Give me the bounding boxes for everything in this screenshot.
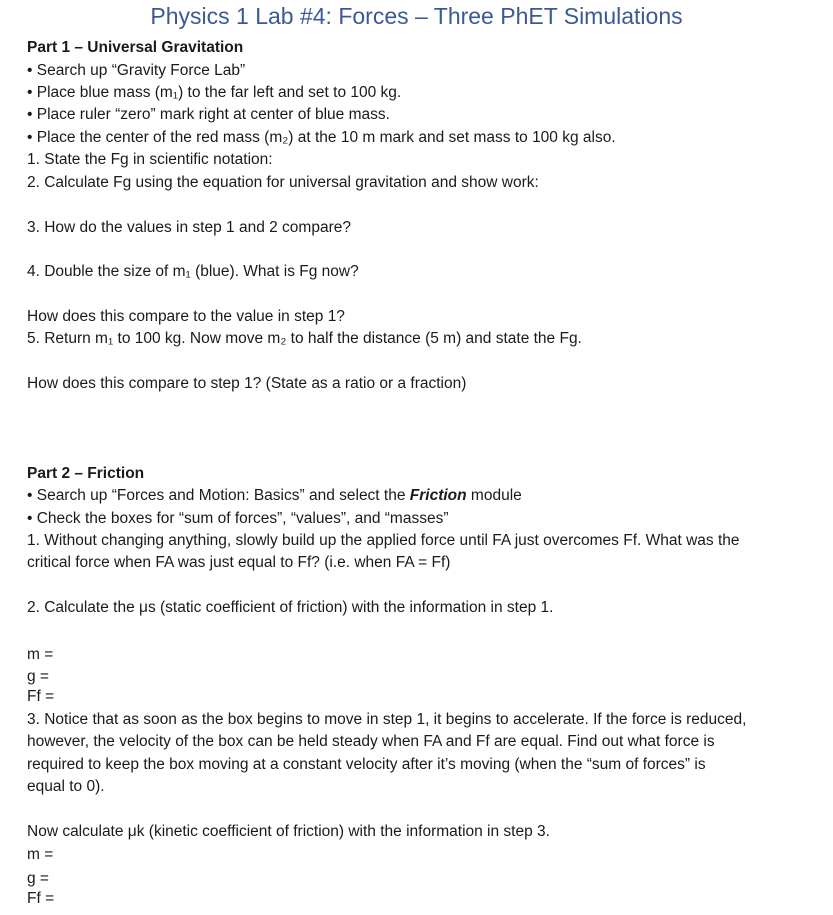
gravity-field-label: g = xyxy=(27,668,49,685)
mass-field-label-2: m = xyxy=(27,846,54,863)
part1-question-2: 2. Calculate Fg using the equation for universal gravitation and show work: xyxy=(27,174,539,191)
part2-question-3-line-3: required to keep the box moving at a constant velocity after it’s moving (when the “sum of forces” is xyxy=(27,756,706,773)
part1-bullet-3: • Place ruler “zero” mark right at center of blue mass. xyxy=(27,106,390,123)
page-title: Physics 1 Lab #4: Forces – Three PhET Simulations xyxy=(150,3,683,29)
part2-question-1-line-1: 1. Without changing anything, slowly build up the applied force until FA just overcomes Ff. What was the xyxy=(27,532,740,549)
part2-bullet-2: • Check the boxes for “sum of forces”, “values”, and “masses” xyxy=(27,510,449,527)
part2-bullet-1-pre: • Search up “Forces and Motion: Basics” and select the xyxy=(27,487,410,504)
gravity-field-label-2: g = xyxy=(27,870,49,887)
part2-bullet-1-emphasis: Friction xyxy=(409,487,467,504)
part1-question-4: 4. Double the size of m₁ (blue). What is Fg now? xyxy=(27,263,359,280)
part2-bullet-1-post: module xyxy=(466,487,522,504)
part1-question-5: 5. Return m₁ to 100 kg. Now move m₂ to half the distance (5 m) and state the Fg. xyxy=(27,330,582,347)
part1-heading: Part 1 – Universal Gravitation xyxy=(27,39,244,56)
part2-bullet-1 xyxy=(27,486,522,506)
part2-question-4: Now calculate μk (kinetic coefficient of friction) with the information in step 3. xyxy=(27,823,550,840)
part1-question-5b: How does this compare to step 1? (State as a ratio or a fraction) xyxy=(27,375,467,392)
part2-question-1-line-2: critical force when FA was just equal to Ff? (i.e. when FA = Ff) xyxy=(27,554,451,571)
part1-bullet-4: • Place the center of the red mass (m₂) at the 10 m mark and set mass to 100 kg also. xyxy=(27,129,616,146)
friction-force-field-label-2: Ff = xyxy=(27,890,55,907)
part1-bullet-1: • Search up “Gravity Force Lab” xyxy=(27,62,246,79)
part2-question-3-line-4: equal to 0). xyxy=(27,778,105,795)
friction-force-field-label: Ff = xyxy=(27,688,55,705)
part1-question-4b: How does this compare to the value in step 1? xyxy=(27,308,345,325)
part2-question-2: 2. Calculate the μs (static coefficient of friction) with the information in step 1. xyxy=(27,599,554,616)
part1-bullet-2: • Place blue mass (m₁) to the far left and set to 100 kg. xyxy=(27,84,402,101)
part1-question-3: 3. How do the values in step 1 and 2 compare? xyxy=(27,219,351,236)
part1-question-1: 1. State the Fg in scientific notation: xyxy=(27,151,273,168)
mass-field-label: m = xyxy=(27,646,54,663)
part2-question-3-line-2: however, the velocity of the box can be held steady when FA and Ff are equal. Find out what force is xyxy=(27,733,715,750)
part2-heading: Part 2 – Friction xyxy=(27,465,145,482)
part2-question-3-line-1: 3. Notice that as soon as the box begins to move in step 1, it begins to accelerate. If the force is reduced, xyxy=(27,711,747,728)
